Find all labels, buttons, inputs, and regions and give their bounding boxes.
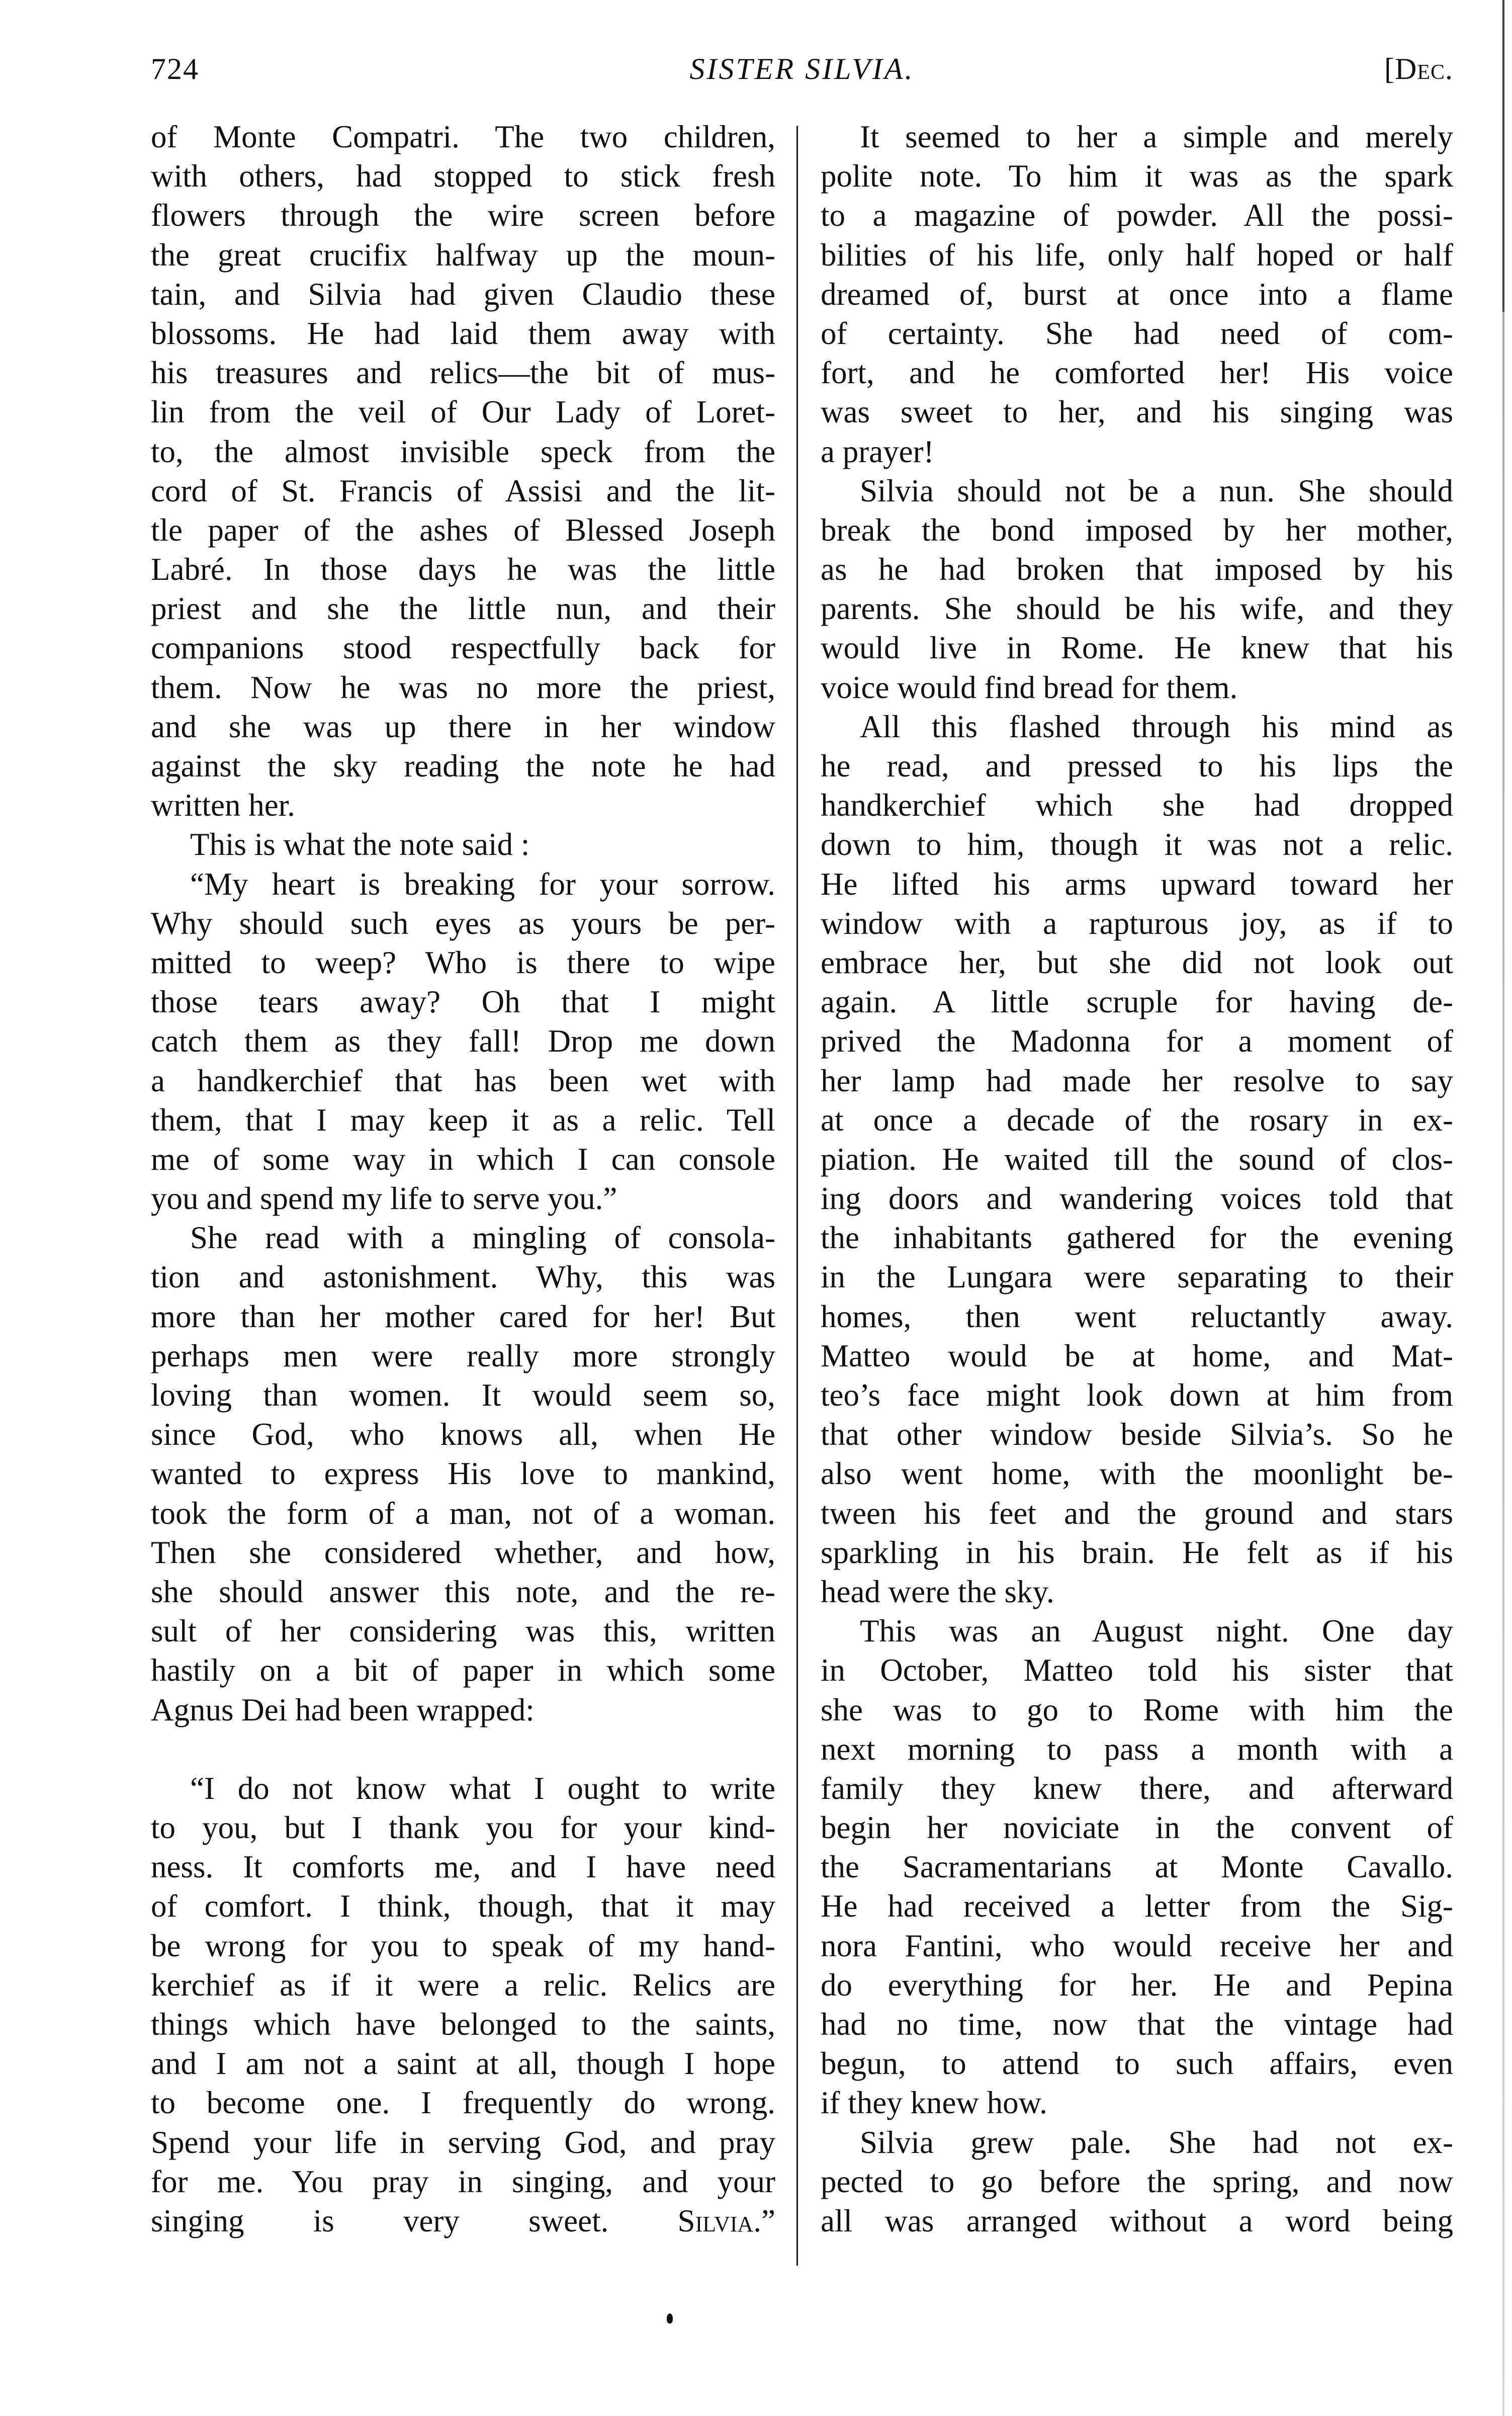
text-line: was sweet to her, and his singing was: [821, 394, 1453, 430]
text-line: kerchief as if it were a relic. Relics are: [151, 1967, 775, 2003]
text-line: sult of her considering was this, written: [151, 1613, 775, 1649]
text-line: if they knew how.: [821, 2085, 1047, 2121]
text-line: Agnus Dei had been wrapped:: [151, 1692, 535, 1728]
text-line: homes, then went reluctantly away.: [821, 1299, 1453, 1334]
closing-text: singing is very sweet.: [151, 2203, 609, 2238]
text-line: to become one. I frequently do wrong.: [151, 2085, 775, 2121]
text-line: bilities of his life, only half hoped or half: [821, 237, 1453, 273]
text-line: be wrong for you to speak of my hand-: [151, 1928, 775, 1963]
text-line: in the Lungara were separating to their: [821, 1259, 1453, 1295]
blank-line: [151, 1730, 775, 1769]
text-line: Silvia grew pale. She had not ex-: [860, 2124, 1453, 2160]
text-line: parents. She should be his wife, and they: [821, 591, 1453, 627]
text-line: head were the sky.: [821, 1574, 1054, 1609]
text-line: Then she considered whether, and how,: [151, 1534, 775, 1570]
text-line: polite note. To him it was as the spark: [821, 158, 1453, 194]
text-line: embrace her, but she did not look out: [821, 944, 1453, 980]
text-line: of comfort. I think, though, that it may: [151, 1888, 775, 1924]
text-line: pected to go before the spring, and now: [821, 2164, 1453, 2199]
letter-closing-line: [151, 2201, 775, 2240]
running-head: [151, 46, 1453, 92]
text-line: to a magazine of powder. All the possi-: [821, 198, 1453, 233]
text-line: Labré. In those days he was the little: [151, 552, 775, 587]
text-line: teo’s face might look down at him from: [821, 1377, 1453, 1413]
text-line: All this flashed through his mind as: [860, 709, 1453, 744]
text-line: voice would find bread for them.: [821, 669, 1238, 705]
page-number: 724: [151, 52, 199, 85]
text-line: to you, but I thank you for your kind-: [151, 1810, 775, 1846]
text-line: nora Fantini, who would receive her and: [821, 1928, 1453, 1963]
text-line: handkerchief which she had dropped: [821, 788, 1453, 823]
text-line: This was an August night. One day: [860, 1613, 1453, 1649]
text-line: “I do not know what I ought to write: [190, 1770, 775, 1806]
text-line: Silvia should not be a nun. She should: [860, 473, 1453, 508]
text-line: perhaps men were really more strongly: [151, 1338, 775, 1373]
text-line: to, the almost invisible speck from the: [151, 434, 775, 469]
text-line: hastily on a bit of paper in which some: [151, 1653, 775, 1688]
text-line: He lifted his arms upward toward her: [821, 866, 1453, 902]
text-line: that other window beside Silvia’s. So he: [821, 1417, 1453, 1452]
right-text-column: [821, 117, 1453, 2240]
text-line: the great crucifix halfway up the moun-: [151, 237, 775, 273]
text-line: lin from the veil of Our Lady of Loret-: [151, 394, 775, 430]
text-line: at once a decade of the rosary in ex-: [821, 1102, 1453, 1138]
text-line: written her.: [151, 788, 295, 823]
text-line: It seemed to her a simple and merely: [860, 119, 1453, 154]
text-line: she should answer this note, and the re-: [151, 1574, 775, 1609]
text-line: the inhabitants gathered for the evening: [821, 1220, 1453, 1256]
text-line: of certainty. She had need of com-: [821, 315, 1453, 351]
text-line: he read, and pressed to his lips the: [821, 748, 1453, 784]
text-line: begin her noviciate in the convent of: [821, 1810, 1453, 1846]
text-line: with others, had stopped to stick fresh: [151, 158, 775, 194]
text-line: things which have belonged to the saints,: [151, 2007, 775, 2042]
text-line: break the bond imposed by her mother,: [821, 512, 1453, 548]
text-line: wanted to express His love to mankind,: [151, 1456, 775, 1492]
text-line: catch them as they fall! Drop me down: [151, 1023, 775, 1059]
text-line: Matteo would be at home, and Mat-: [821, 1338, 1453, 1373]
column-divider: [796, 126, 798, 2266]
text-line: cord of St. Francis of Assisi and the lit-: [151, 473, 775, 508]
text-line: This is what the note said :: [190, 827, 530, 862]
text-line: Why should such eyes as yours be per-: [151, 905, 775, 941]
text-line: piation. He waited till the sound of clos-: [821, 1141, 1453, 1177]
text-line: Spend your life in serving God, and pray: [151, 2124, 775, 2160]
text-line: fort, and he comforted her! His voice: [821, 355, 1453, 391]
text-line: He had received a letter from the Sig-: [821, 1888, 1453, 1924]
running-title: SISTER SILVIA.: [689, 52, 915, 85]
text-line: a prayer!: [821, 434, 934, 469]
text-line: those tears away? Oh that I might: [151, 984, 775, 1020]
text-line: me of some way in which I can console: [151, 1141, 775, 1177]
text-line: the Sacramentarians at Monte Cavallo.: [821, 1849, 1453, 1885]
text-line: and I am not a saint at all, though I hope: [151, 2046, 775, 2082]
text-line: them, that I may keep it as a relic. Tell: [151, 1102, 775, 1138]
text-line: down to him, though it was not a relic.: [821, 827, 1453, 862]
text-line: she was to go to Rome with him the: [821, 1692, 1453, 1728]
text-line: ing doors and wandering voices told that: [821, 1181, 1453, 1217]
text-line: companions stood respectfully back for: [151, 630, 775, 666]
text-line: tween his feet and the ground and stars: [821, 1495, 1453, 1531]
text-line: family they knew there, and afterward: [821, 1770, 1453, 1806]
text-line: window with a rapturous joy, as if to: [821, 905, 1453, 941]
text-line: mitted to weep? Who is there to wipe: [151, 944, 775, 980]
text-line: “My heart is breaking for your sorrow.: [190, 866, 775, 902]
text-line: priest and she the little nun, and their: [151, 591, 775, 627]
text-line: them. Now he was no more the priest,: [151, 669, 775, 705]
text-line: next morning to pass a month with a: [821, 1731, 1453, 1767]
text-line: begun, to attend to such affairs, even: [821, 2046, 1453, 2082]
text-line: tain, and Silvia had given Claudio these: [151, 276, 775, 312]
text-line: as he had broken that imposed by his: [821, 552, 1453, 587]
text-line: more than her mother cared for her! But: [151, 1299, 775, 1334]
text-line: her lamp had made her resolve to say: [821, 1063, 1453, 1098]
page-edge-rule: [1502, 0, 1504, 2416]
text-line: prived the Madonna for a moment of: [821, 1023, 1453, 1059]
section-mark-month: [Dec.: [1384, 52, 1453, 85]
text-line: his treasures and relics—the bit of mus-: [151, 355, 775, 391]
text-line: since God, who knows all, when He: [151, 1417, 775, 1452]
ink-speck-mark: [667, 2313, 673, 2323]
text-line: of Monte Compatri. The two children,: [151, 119, 775, 154]
text-line: you and spend my life to serve you.”: [151, 1181, 617, 1217]
text-line: ness. It comforts me, and I have need: [151, 1849, 775, 1885]
text-line: tle paper of the ashes of Blessed Joseph: [151, 512, 775, 548]
text-line: flowers through the wire screen before: [151, 198, 775, 233]
text-line: dreamed of, burst at once into a flame: [821, 276, 1453, 312]
text-line: tion and astonishment. Why, this was: [151, 1259, 775, 1295]
text-line: would live in Rome. He knew that his: [821, 630, 1453, 666]
text-line: again. A little scruple for having de-: [821, 984, 1453, 1020]
text-line: for me. You pray in singing, and your: [151, 2164, 775, 2199]
text-line: all was arranged without a word being: [821, 2203, 1453, 2238]
text-line: in October, Matteo told his sister that: [821, 1653, 1453, 1688]
text-line: loving than women. It would seem so,: [151, 1377, 775, 1413]
text-line: blossoms. He had laid them away with: [151, 315, 775, 351]
left-text-column: [151, 117, 775, 2240]
text-line: sparkling in his brain. He felt as if his: [821, 1534, 1453, 1570]
signature: Silvia.”: [677, 2203, 775, 2238]
text-line: a handkerchief that has been wet with: [151, 1063, 775, 1098]
text-line: also went home, with the moonlight be-: [821, 1456, 1453, 1492]
text-line: and she was up there in her window: [151, 709, 775, 744]
text-line: had no time, now that the vintage had: [821, 2007, 1453, 2042]
text-line: do everything for her. He and Pepina: [821, 1967, 1453, 2003]
text-line: She read with a mingling of consola-: [190, 1220, 775, 1256]
text-line: against the sky reading the note he had: [151, 748, 775, 784]
text-line: took the form of a man, not of a woman.: [151, 1495, 775, 1531]
